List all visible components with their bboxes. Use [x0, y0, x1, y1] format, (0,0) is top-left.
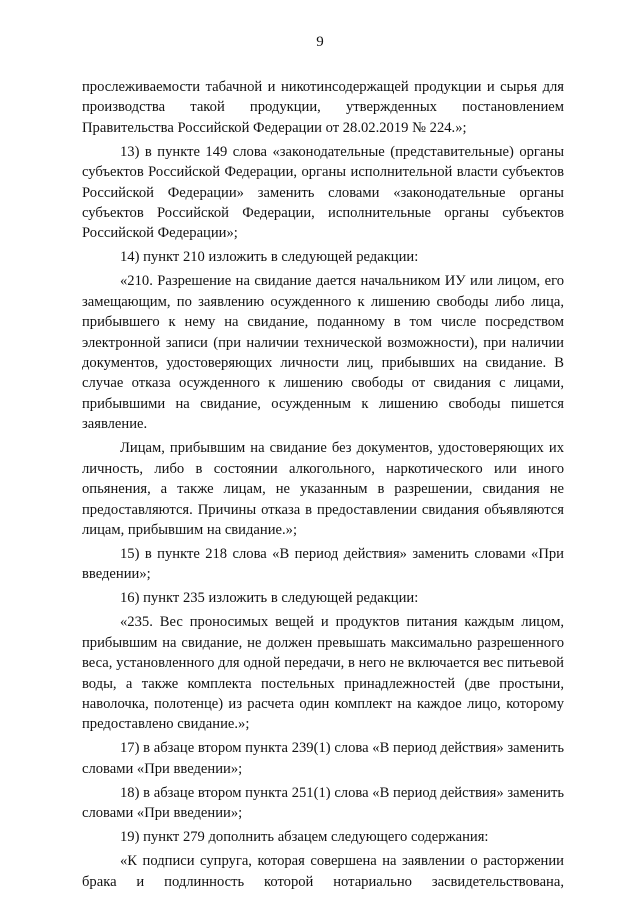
paragraph-5: Лицам, прибывшим на свидание без документов, удостоверяющих их личность, либо в состоянии алкогольного, наркотического или иного опьянения, а также лицам, не указанным в разрешении, свидания не предоставляются. Причины отказа в предоставлении свидания объявляются лицам, прибывшим на свидание.»;	[82, 440, 564, 538]
paragraph-4: «210. Разрешение на свидание дается начальником ИУ или лицом, его замещающим, по заявлению осужденного к лишению свободы либо лица, прибывшего к нему на свидание, поданному в том числе посредством электронной записи (при наличии технической возможности), при наличии документов, удостоверяющих личности лиц, прибывших на свидание. В случае отказа осужденного к лишению свободы от свидания с лицами, прибывшими на свидание, осужденным к лишению свободы пишется заявление.	[82, 273, 564, 433]
paragraph-7: 16) пункт 235 изложить в следующей редакции:	[120, 590, 419, 607]
paragraph-11: 19) пункт 279 дополнить абзацем следующего содержания:	[120, 829, 489, 846]
paragraph-3: 14) пункт 210 изложить в следующей редакции:	[120, 249, 419, 266]
paragraph-6: 15) в пункте 218 слова «В период действия» заменить словами «При введении»;	[82, 545, 564, 583]
paragraph-10: 18) в абзаце втором пункта 251(1) слова «В период действия» заменить словами «При введении»;	[82, 784, 564, 822]
paragraph-8: «235. Вес проносимых вещей и продуктов питания каждым лицом, прибывшим на свидание, не должен превышать максимально разрешенного веса, установленного для одной передачи, в него не включается вес питьевой воды, а также комплекта постельных принадлежностей (две простыни, наволочка, полотенце) из расчета один комплект на каждое лицо, которому предоставлено свидание.»;	[82, 614, 564, 733]
document-body	[82, 77, 564, 896]
paragraph-12: «К подписи супруга, которая совершена на заявлении о расторжении брака и подлинность которой нотариально засвидетельствована,	[82, 853, 564, 890]
paragraph-1: прослеживаемости табачной и никотинсодержащей продукции и сырья для производства такой продукции, утвержденных постановлением Правительства Российской Федерации от 28.02.2019 № 224.»;	[82, 79, 564, 136]
paragraph-9: 17) в абзаце втором пункта 239(1) слова «В период действия» заменить словами «При введении»;	[82, 740, 564, 777]
page-number: 9	[316, 34, 324, 50]
paragraph-2: 13) в пункте 149 слова «законодательные (представительные) органы субъектов Российской Федерации, органы исполнительной власти субъектов Российской Федерации» заменить словами «законодательные органы субъектов Российской Федерации, исполнительные органы субъектов Российской Федерации»;	[82, 143, 564, 242]
